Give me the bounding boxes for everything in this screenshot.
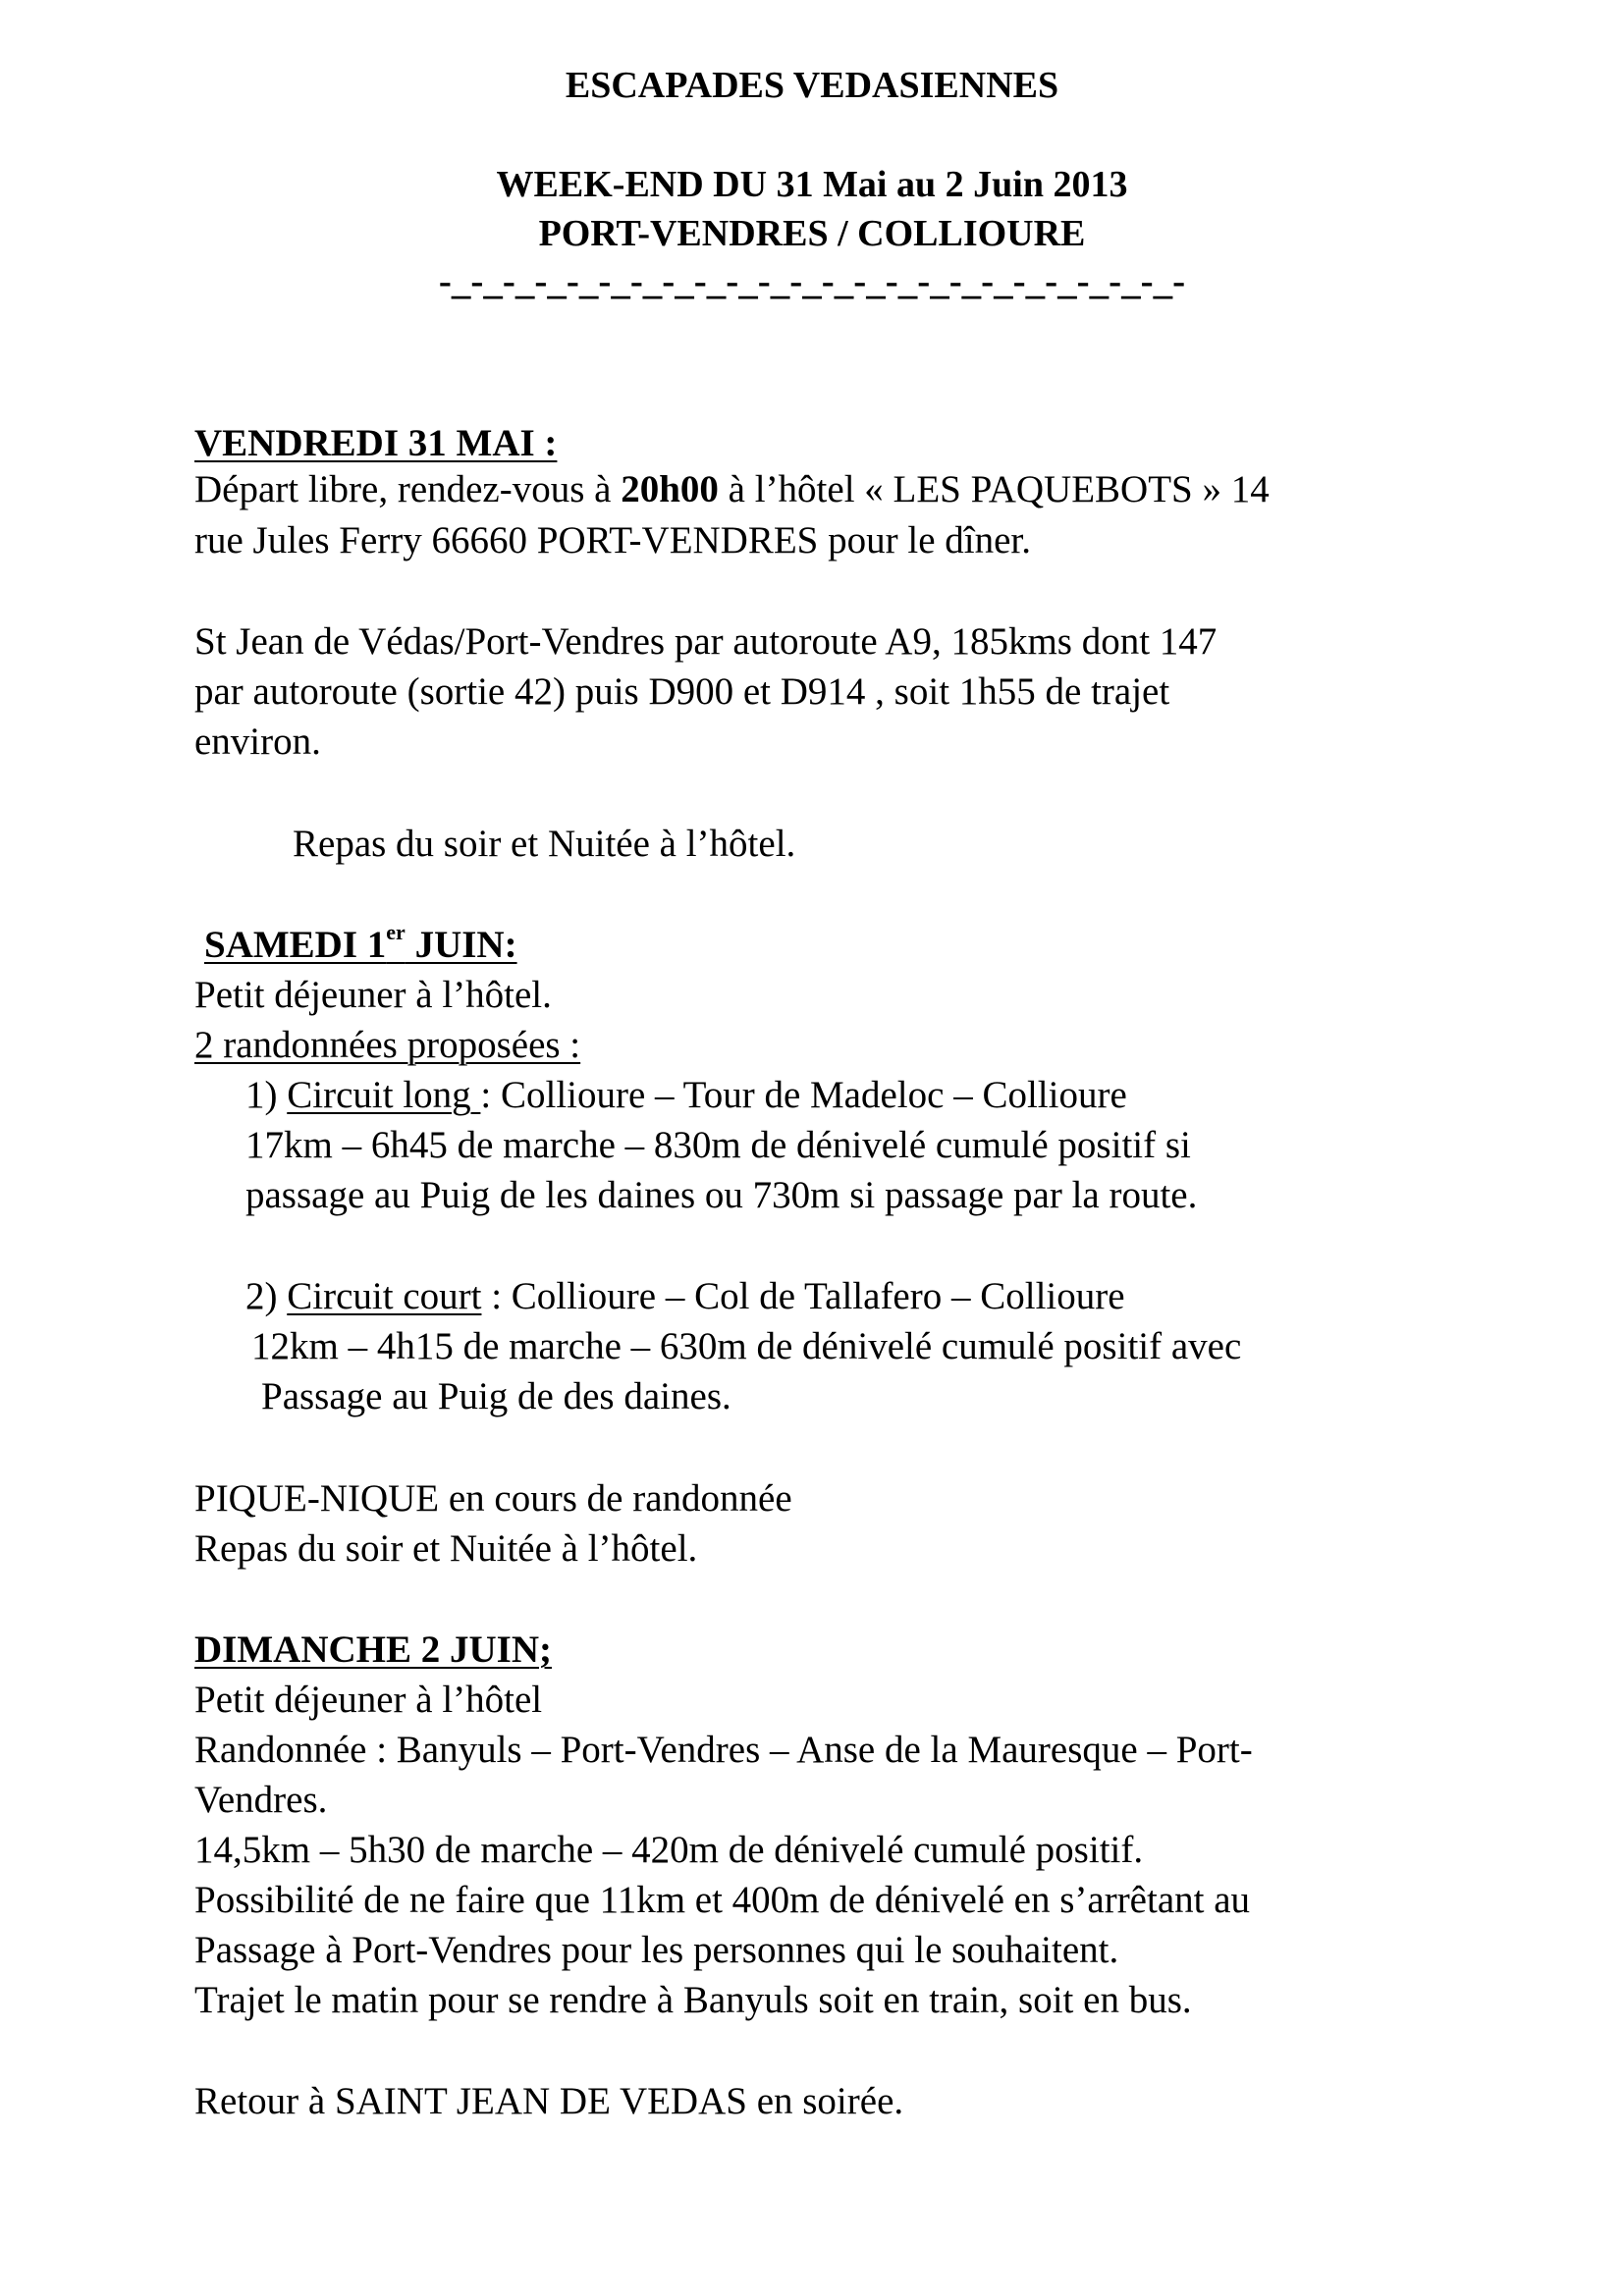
title-separator: -_-_-_-_-_-_-_-_-_-_-_-_-_-_-_-_-_-_-_-_-_-_-_-: [438, 260, 1186, 302]
sunday-breakfast: Petit déjeuner à l’hôtel: [194, 1679, 543, 1721]
friday-route-line-2: par autoroute (sortie 42) puis D900 et D914 , soit 1h55 de trajet: [194, 670, 1170, 713]
saturday-proposed-hikes: 2 randonnées proposées :: [194, 1024, 581, 1066]
friday-meal: Repas du soir et Nuitée à l’hôtel.: [293, 823, 796, 865]
meeting-time: 20h00: [621, 468, 719, 510]
sunday-hike-stats: 14,5km – 5h30 de marche – 420m de dénivelé cumulé positif.: [194, 1829, 1144, 1871]
friday-route-line-3: environ.: [194, 721, 321, 763]
circuit-long-line-1: [245, 1071, 1127, 1120]
saturday-heading: [204, 921, 517, 970]
circuit-long-line-2: 17km – 6h45 de marche – 830m de dénivelé cumulé positif si: [245, 1124, 1191, 1166]
sunday-heading: DIMANCHE 2 JUIN;: [194, 1629, 552, 1671]
sunday-hike-line-1: Randonnée : Banyuls – Port-Vendres – Anse de la Mauresque – Port-: [194, 1729, 1253, 1771]
location-heading: PORT-VENDRES / COLLIOURE: [538, 213, 1086, 254]
document-title: ESCAPADES VEDASIENNES: [565, 65, 1059, 106]
saturday-meal: Repas du soir et Nuitée à l’hôtel.: [194, 1527, 698, 1570]
circuit-long-label: Circuit long: [287, 1074, 481, 1116]
sunday-transport: Trajet le matin pour se rendre à Banyuls soit en train, soit en bus.: [194, 1979, 1192, 2021]
friday-heading: VENDREDI 31 MAI :: [194, 422, 558, 464]
meeting-text-a: Départ libre, rendez-vous à: [194, 468, 622, 510]
sunday-option-line-2: Passage à Port-Vendres pour les personnes qui le souhaitent.: [194, 1929, 1119, 1971]
saturday-heading-sup: er: [386, 920, 406, 944]
circuit-long-route: : Collioure – Tour de Madeloc – Collioure: [480, 1074, 1127, 1116]
circuit-short-label: Circuit court: [287, 1275, 482, 1317]
circuit-short-line-3: Passage au Puig de des daines.: [261, 1375, 731, 1417]
weekend-dates: WEEK-END DU 31 Mai au 2 Juin 2013: [496, 164, 1128, 205]
sunday-return: Retour à SAINT JEAN DE VEDAS en soirée.: [194, 2080, 904, 2122]
circuit-long-number: 1): [245, 1074, 288, 1116]
circuit-short-line-2: 12km – 4h15 de marche – 630m de dénivelé cumulé positif avec: [251, 1325, 1242, 1367]
friday-meeting-line-2: rue Jules Ferry 66660 PORT-VENDRES pour le dîner.: [194, 519, 1031, 561]
circuit-short-line-1: [245, 1272, 1125, 1321]
friday-route-line-1: St Jean de Védas/Port-Vendres par autoroute A9, 185kms dont 147: [194, 620, 1218, 663]
circuit-long-line-3: passage au Puig de les daines ou 730m si passage par la route.: [245, 1174, 1198, 1216]
saturday-heading-b: JUIN:: [405, 924, 517, 966]
saturday-picnic: PIQUE-NIQUE en cours de randonnée: [194, 1477, 792, 1520]
sunday-hike-line-2: Vendres.: [194, 1779, 328, 1821]
circuit-short-number: 2): [245, 1275, 288, 1317]
saturday-breakfast: Petit déjeuner à l’hôtel.: [194, 974, 552, 1016]
saturday-heading-a: SAMEDI 1: [204, 924, 387, 966]
circuit-short-route: : Collioure – Col de Tallafero – Collioure: [481, 1275, 1125, 1317]
sunday-option-line-1: Possibilité de ne faire que 11km et 400m de dénivelé en s’arrêtant au: [194, 1879, 1251, 1921]
meeting-text-b: à l’hôtel « LES PAQUEBOTS » 14: [718, 468, 1270, 510]
friday-meeting-line-1: [194, 465, 1270, 514]
